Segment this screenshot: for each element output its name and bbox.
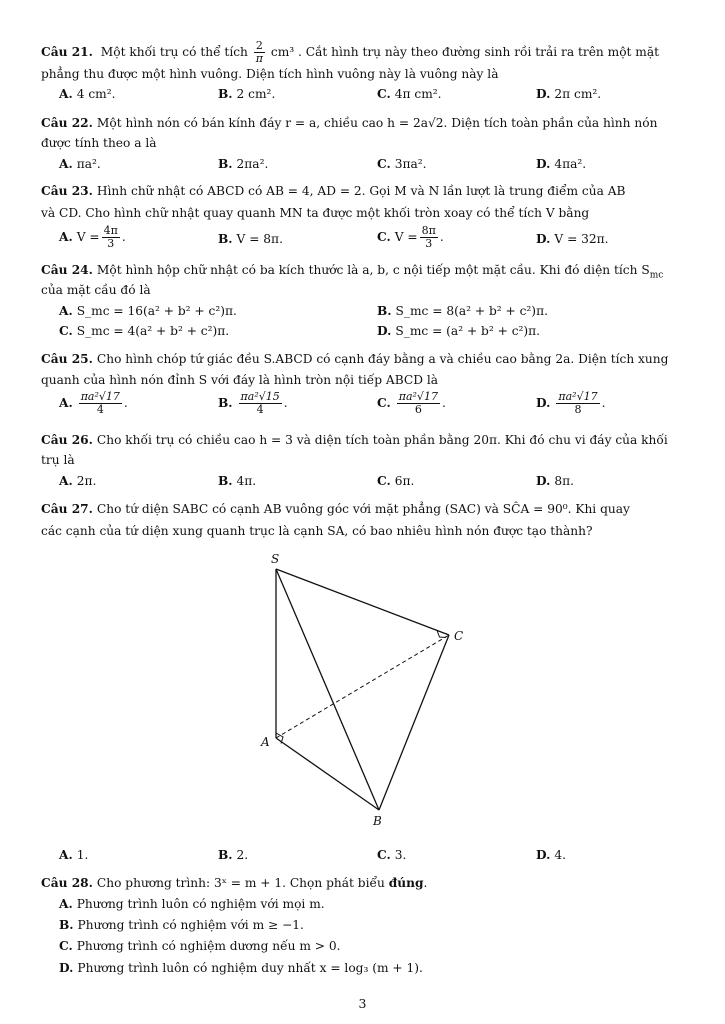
option-d: D. 4. [536,848,567,862]
option-c: C. 3πa². [377,157,427,171]
option-c: C. 6π. [377,474,415,488]
label-s: S [271,552,280,566]
option-b: B. 2πa². [218,157,269,171]
option-d: D. $\frac{\text{πa²√17}}{8}$ . [536,390,606,416]
exam-page: Câu 21. Một khối trụ có thể tích $\frac{2}{\pi}$ cm³ . Cắt hình trụ này theo đường sinh rồi trải ra trên một mặt phẳng thu được một hình vuông. Diện tích hình vuông này là vuông này là A. 4 cm². B. 2 cm². C. 4π cm². D. 2π cm². Câu 22. Một hình nón có bán kính đáy r = a, chiều cao h = 2a√2. Diện tích toàn phần của hình nón được tính theo a là A. πa². B. 2πa². C. 3πa². D. 4πa². Câu 23. Hình chữ nhật có ABCD có AB = 4, AD = 2. Gọi M và N lần lượt là trung điểm của AB và CD. Cho hình chữ nhật quay quanh MN ta được một khối tròn xoay có thể tích V bằng A. V = $\frac{4\pi}{3}$ . B. V = 8π. C. V = $\frac{8\pi}{3}$ . D. V = 32π. Câu 24. Một hình hộp chữ nhật có ba kích thước là a, b, c nội tiếp một mặt cầu. Khi đó diện tích $S_{mc}$ của mặt cầu đó là A. S_mc = 16(a² + b² + c²)π. B. S_mc = 8(a² + b² + c²)π. C. S_mc = 4(a² + b² + c²)π. D. S_mc = (a² + b² + c²)π. Câu 25. Cho hình chóp tứ giác đều S.ABCD có cạnh đáy bằng a và chiều cao bằng 2a. Diện tích xung quanh của hình nón đỉnh S với đáy là hình tròn nội tiếp ABCD là A. $\frac{\text{πa²√17}}{4}$ . B. $\frac{\text{πa²√15}}{4}$ . C. $\frac{\text{πa²√17}}{6}$ . D. $\frac{\text{πa²√17}}{8}$ . Câu 26. Cho khối trụ có chiều cao h = 3 và diện tích toàn phần bằng 20π. Khi đó chu vi đáy của khối trụ là A. 2π. B. 4π. C. 6π. D. 8π. Câu 27. Cho tứ diện SABC có cạnh AB vuông góc với mặt phẳng (SAC) và SĈA = 90⁰. Khi quay các cạnh của tứ diện xung quanh trục là cạnh SA, có bao nhiêu hình nón được tạo thành? S C A B A. 1. B. 2. C. 3. D. 4. Câu 28. Cho phương trình: 3ˣ = m + 1. Chọn phát biểu đúng. A. Phương trình luôn có nghiệm với mọi m. B. Phương trình có nghiệm với m ≥ −1. C. Phương trình có nghiệm dương nếu m > 0. D. Phương trình luôn có nghiệm duy nhất x = log₃ (m + 1). 3 [0,0,725,1024]
option-d: D. 8π. [536,474,575,488]
option-b: B. Phương trình có nghiệm với m ≥ −1. [59,918,304,932]
label-a: A [261,735,270,749]
option-b: B. $\frac{\text{πa²√15}}{4}$ . [218,390,288,416]
option-a: A. S_mc = 16(a² + b² + c²)π. [59,304,237,318]
edge-sc [276,569,449,635]
edge-cb [379,635,449,810]
option-b: B. V = 8π. [218,232,283,246]
fraction: $\frac{2}{\pi}$ [255,39,264,65]
option-a: A. $\frac{\text{πa²√17}}{4}$ . [59,390,128,416]
option-d: D. V = 32π. [536,232,609,246]
option-d: D. S_mc = (a² + b² + c²)π. [377,324,541,338]
option-a: A. 4 cm². [59,87,116,101]
option-b: B. S_mc = 8(a² + b² + c²)π. [377,304,548,318]
option-c: C. $\frac{\text{πa²√17}}{6}$ . [377,390,446,416]
label-b: B [373,814,382,828]
option-c: C. 4π cm². [377,87,442,101]
page-number: 3 [358,996,367,1011]
label-c: C [454,629,464,643]
edge-ac-hidden [276,635,449,738]
option-a: A. Phương trình luôn có nghiệm với mọi m. [59,897,325,911]
question-label: Câu 21. [41,45,93,59]
option-c: C. V = $\frac{8\pi}{3}$ . [377,224,444,250]
option-a: A. 1. [59,848,89,862]
option-b: B. 4π. [218,474,257,488]
option-a: A. πa². [59,157,101,171]
option-c: C. S_mc = 4(a² + b² + c²)π. [59,324,230,338]
option-a: A. 2π. [59,474,97,488]
option-d: D. Phương trình luôn có nghiệm duy nhất x = log₃ (m + 1). [59,961,423,975]
option-b: B. 2 cm². [218,87,276,101]
option-c: C. 3. [377,848,407,862]
option-a: A. V = $\frac{4\pi}{3}$ . [59,224,126,250]
option-c: C. Phương trình có nghiệm dương nếu m > 0. [59,939,341,953]
option-b: B. 2. [218,848,249,862]
option-d: D. 4πa². [536,157,587,171]
option-d: D. 2π cm². [536,87,602,101]
